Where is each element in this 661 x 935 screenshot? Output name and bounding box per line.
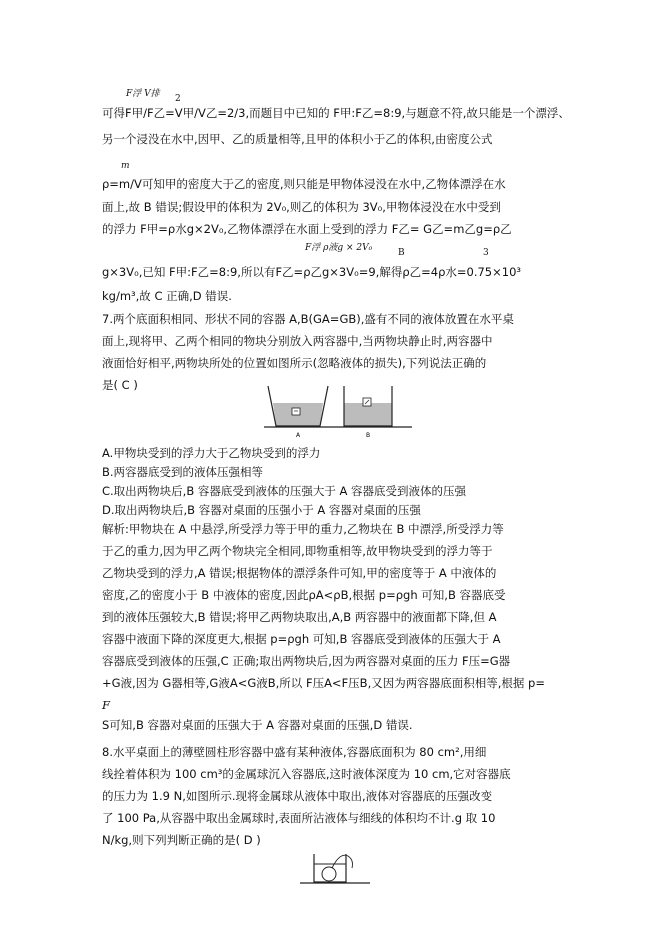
label-a: A xyxy=(296,432,301,439)
question-7-stem: 7.两个底面积相同、形状不同的容器 A,B(GA=GB),盛有不同的液体放置在水平桌 xyxy=(102,312,514,326)
metal-ball xyxy=(322,867,336,881)
question-7-stem: 面上,现将甲、乙两个相同的物块分别放入两容器中,当两物块静止时,两容器中 xyxy=(102,334,493,348)
explanation-line: 乙物块受到的浮力,A 错误;根据物体的漂浮条件可知,甲的密度等于 A 中液体的 xyxy=(102,566,497,580)
explanation-line: 于乙的重力,因为甲乙两个物块完全相同,即物重相等,故甲物块受到的浮力等于 xyxy=(102,544,493,558)
option-d: D.取出两物块后,B 容器对桌面的压强小于 A 容器对桌面的压强 xyxy=(102,503,421,517)
question-7-answer: 是( C ) xyxy=(102,378,138,392)
text-line: g×3V₀,已知 F甲:F乙=8:9,所以有F乙=ρ乙g×3V₀=9,解得ρ乙=4ρ水=0.75×10³ xyxy=(102,265,522,279)
question-8-stem: 8.水平桌面上的薄壁圆柱形容器中盛有某种液体,容器底面积为 80 cm²,用细 xyxy=(102,745,487,759)
explanation-line: F xyxy=(102,698,110,712)
option-a: A.甲物块受到的浮力大于乙物块受到的浮力 xyxy=(102,446,321,460)
string xyxy=(332,855,353,868)
explanation-line: 解析:甲物块在 A 中悬浮,所受浮力等于甲的重力,乙物块在 B 中漂浮,所受浮力等 xyxy=(102,522,504,536)
container-b-liquid xyxy=(344,403,392,426)
explanation-line: 容器底受到液体的压强,C 正确;取出两物块后,因为两容器对桌面的压力 F压=G器 xyxy=(102,654,511,668)
label-b: B xyxy=(366,432,371,439)
question-7-stem: 液面恰好相平,两物块所处的位置如图所示(忽略液体的损失),下列说法正确的 xyxy=(102,356,487,370)
explanation-line: 到的液体压强较大,B 错误;将甲乙两物块取出,A,B 两容器中的液面都下降,但 A xyxy=(102,610,497,624)
cylinder-ball-figure xyxy=(296,850,376,890)
formula-fragment: F浮 ρ液g × 2V₀ xyxy=(305,243,373,253)
formula-fragment: 2 xyxy=(175,94,181,104)
explanation-line: +G液,因为 G器相等,G液A<G液B,所以 F压A<F压B,又因为两容器底面积相等,根据 p= xyxy=(102,676,545,690)
text-line: ρ=m/V可知甲的密度大于乙的密度,则只能是甲物体浸没在水中,乙物体漂浮在水 xyxy=(102,177,506,191)
formula-fragment: F浮 V排 xyxy=(126,89,160,99)
text-line: 的浮力 F甲=ρ水g×2V₀,乙物体漂浮在水面上受到的浮力 F乙= G乙=m乙g=ρ乙 xyxy=(102,222,512,236)
formula-fragment: 3 xyxy=(483,248,489,258)
formula-fragment: B xyxy=(398,248,405,258)
option-b: B.两容器底受到的液体压强相等 xyxy=(102,465,264,479)
question-8-stem: 了 100 Pa,从容器中取出金属球时,表面所沾液体与细线的体积均不计.g 取 10 xyxy=(102,811,496,825)
question-8-stem: 的压力为 1.9 N,如图所示.现将金属球从液体中取出,液体对容器底的压强改变 xyxy=(102,789,493,803)
containers-figure xyxy=(262,380,422,440)
question-8-answer: N/kg,则下列判断正确的是( D ) xyxy=(102,833,261,847)
question-8-stem: 线拴着体积为 100 cm³的金属球沉入容器底,这时液体深度为 10 cm,它对容器底 xyxy=(102,767,511,781)
explanation-line: S可知,B 容器对桌面的压强大于 A 容器对桌面的压强,D 错误. xyxy=(102,718,413,732)
formula-fragment: m xyxy=(121,161,130,171)
text-line: 可得F甲/F乙=V甲/V乙=2/3,而题目中已知的 F甲:F乙=8:9,与题意不符,故只能是一个漂浮、 xyxy=(102,106,570,120)
explanation-line: 容器中液面下降的深度更大,根据 p=ρgh 可知,B 容器底受到液体的压强大于 A xyxy=(102,632,501,646)
text-line: 面上,故 B 错误;假设甲的体积为 2V₀,则乙的体积为 3V₀,甲物体浸没在水中受到 xyxy=(102,200,501,214)
block-jia xyxy=(292,408,300,415)
explanation-line: 密度,乙的密度小于 B 中液体的密度,因此ρA<ρB,根据 p=ρgh 可知,B 容器底受 xyxy=(102,588,506,602)
option-c: C.取出两物块后,B 容器底受到液体的压强大于 A 容器底受到液体的压强 xyxy=(102,484,467,498)
text-line: 另一个浸没在水中,因甲、乙的质量相等,且甲的体积小于乙的体积,由密度公式 xyxy=(102,132,493,146)
text-line: kg/m³,故 C 正确,D 错误. xyxy=(102,289,232,303)
